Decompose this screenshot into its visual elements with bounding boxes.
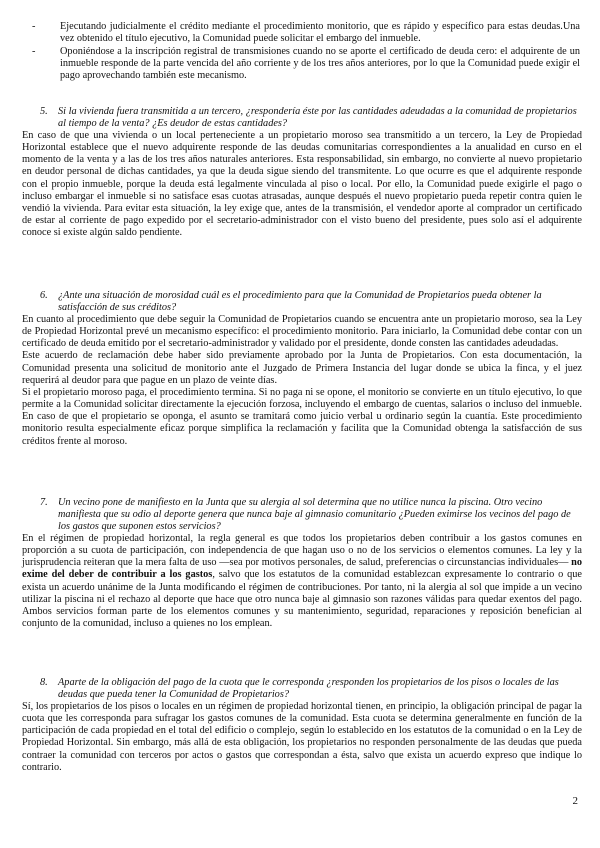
- bullet-dash: -: [32, 21, 36, 32]
- page-number: 2: [572, 795, 578, 807]
- question-number: 5.: [40, 106, 48, 117]
- answer-text: En el régimen de propiedad horizontal, la regla general es que todos los propietarios deben contribuir a los gastos comunes en proporción a su cuota de participación, con independencia de que hagan uso o no de los servicios o elementos comunes. La ley y la jurisprudencia reiteran que la mera falta de uso —sea por motivos personales, de salud, preferencias o circunstancias individuales—: [22, 533, 582, 569]
- emphasis-text: no exime del deber de contribuir a los gastos: [22, 557, 582, 581]
- question-heading: [40, 497, 582, 533]
- answer-paragraph: Si el propietario moroso paga, el procedimiento termina. Si no paga ni se opone, el monitorio se convierte en un título ejecutivo, lo que permite a la Comunidad solicitar directamente la ejecución forzosa, incluyendo el embargo de cuentas, salarios o incluso del inmueble. En caso de que el propietario se oponga, el asunto se tramitará como juicio verbal u ordinario según la cuantía. Este procedimiento monitorio resulta especialmente eficaz porque simplifica la reclamación y facilita que la Comunidad obtenga la satisfacción de sus créditos frente al moroso.: [22, 386, 582, 447]
- question-number: 8.: [40, 677, 48, 688]
- section-7: [0, 497, 600, 630]
- section-6: [0, 290, 600, 448]
- answer-paragraph: [22, 533, 582, 630]
- bullet-text: Oponiéndose a la inscripción registral de transmisiones cuando no se aporte el certificado de deuda cero: el adquirente de un inmueble responde de la parte vencida del año corriente y de los tres años anteriores, por lo que la Comunidad puede exigir el pago aprovechando también este mecanismo.: [60, 46, 580, 81]
- answer-text: , salvo que los estatutos de la comunidad establezcan expresamente lo contrario o que exista un acuerdo unánime de la Junta modificando el régimen de contribuciones. Por tanto, ni la alergia al sol que impide a un vecino utilizar la piscina ni el rechazo al deporte que hace que otro nunca baje al gimnasio son razones válidas para quedar exentos del pago. Ambos servicios forman parte de los elementos comunes y su mantenimiento, seguridad, reparaciones y reposición benefician al conjunto de la comunidad, incluso a quienes no los emplean.: [22, 569, 582, 630]
- question-text: Un vecino pone de manifiesto en la Junta que su alergia al sol determina que no utilice nunca la piscina. Otro vecino manifiesta que su odio al deporte genera que nunca baje al gimnasio comunitario ¿Pueden eximirse los vecinos del pago de los gastos que suponen estos servicios?: [58, 497, 571, 532]
- question-heading: [40, 677, 582, 701]
- answer-paragraph: Sí, los propietarios de los pisos o locales en un régimen de propiedad horizontal tienen, en principio, la obligación principal de pagar la cuota que les corresponda para sufragar los gastos comunes de la comunidad. Esta cuota se determina generalmente en función de la participación de cada propiedad en el total del edificio o complejo, según lo establecido en los estatutos de la comunidad o en la Ley de Propiedad Horizontal. Sin embargo, más allá de esta obligación, los propietarios no responden personalmente de las deudas que pueda contraer la comunidad con terceros por actos o gastos que correspondan a ésta, salvo que exista un acuerdo expreso que indique lo contrario.: [22, 701, 582, 773]
- question-text: Si la vivienda fuera transmitida a un tercero, ¿respondería éste por las cantidades adeudadas a la comunidad de propietarios al tiempo de la venta? ¿Es deudor de estas cantidades?: [58, 106, 577, 129]
- list-item: [28, 46, 580, 82]
- answer-paragraph: Este acuerdo de reclamación debe haber sido previamente aprobado por la Junta de Propietarios. Con esta documentación, la Comunidad presenta una solicitud de monitorio ante el Juzgado de Primera Instancia del lugar donde se ubica la finca, y el juez requerirá al deudor para que pague en un plazo de veinte días.: [22, 350, 582, 386]
- list-item: [28, 21, 580, 45]
- question-heading: [40, 106, 582, 130]
- question-text: Aparte de la obligación del pago de la cuota que le corresponda ¿responden los propietarios de los pisos o locales de las deudas que pueda tener la Comunidad de Propietarios?: [58, 677, 559, 700]
- question-heading: [40, 290, 582, 314]
- bullet-dash: -: [32, 46, 36, 57]
- answer-paragraph: En caso de que una vivienda o un local perteneciente a un propietario moroso sea transmitido a un tercero, la Ley de Propiedad Horizontal establece que el nuevo adquirente responde de las deudas comunitarias correspondientes a la anualidad en curso en el momento de la venta y a las de los tres años naturales anteriores. Esta responsabilidad, sin embargo, no convierte al nuevo propietario en deudor personal de dichas cantidades, ya que la deuda sigue siendo del transmitente. Lo que ocurre es que el adquirente responde con el propio inmueble, porque la deuda está legalmente vinculada al piso o local. Por ello, la Comunidad puede exigirle el pago o incluso embargar el inmueble si no satisface esas cuotas atrasadas, aunque después el nuevo propietario pueda repetir contra quien le vendió la vivienda. Para evitar esta situación, la ley exige que, antes de la transmisión, el vendedor aporte al comprador un certificado de estar al corriente de pago expedido por el secretario-administrador con el visto bueno del presidente, pues solo así el adquirente conoce si existe algún saldo pendiente.: [22, 130, 582, 239]
- bullet-list: [28, 21, 580, 83]
- section-8: [0, 677, 600, 774]
- question-number: 7.: [40, 497, 48, 508]
- question-text: ¿Ante una situación de morosidad cuál es el procedimiento para que la Comunidad de Propietarios pueda obtener la satisfacción de sus créditos?: [58, 290, 542, 313]
- bullet-text: Ejecutando judicialmente el crédito mediante el procedimiento monitorio, que es rápido y específico para estas deudas.Una vez obtenido el título ejecutivo, la Comunidad puede solicitar el embargo del inmueble.: [60, 21, 580, 44]
- answer-paragraph: En cuanto al procedimiento que debe seguir la Comunidad de Propietarios cuando se encuentra ante un propietario moroso, sea la Ley de Propiedad Horizontal prevé un mecanismo específico: el procedimiento monitorio. Para iniciarlo, la Comunidad debe contar con un certificado de deuda emitido por el secretario-administrador y validado por el presidente, donde consten las cantidades adeudadas.: [22, 314, 582, 350]
- question-number: 6.: [40, 290, 48, 301]
- section-5: [0, 106, 600, 239]
